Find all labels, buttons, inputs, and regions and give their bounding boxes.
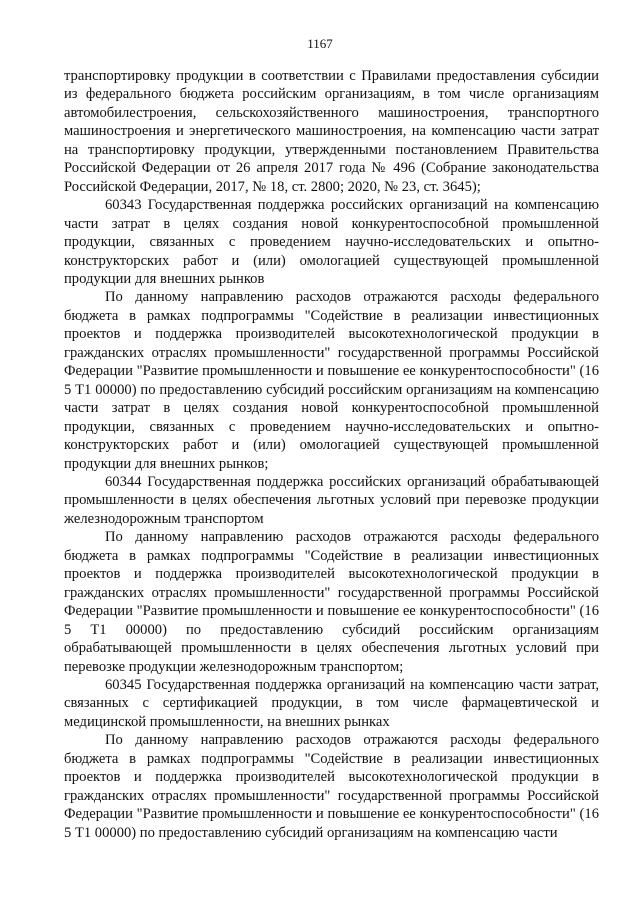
paragraph-description-60343: По данному направлению расходов отражаются расходы федерального бюджета в рамках подпрограммы "Содействие в реализации инвестиционных проектов и поддержка производителей высокотехнологической продукции в гражданских отраслях промышленности" государственной программы Российской Федерации "Развитие промышленности и повышение ее конкурентоспособности" (16 5 Т1 00000) по предоставлению субсидий российским организациям на компенсацию части затрат в целях создания новой конкурентоспособной промышленной продукции, связанных с проведением научно-исследовательских и опытно-конструкторских работ и (или) омологацией существующей промышленной продукции для внешних рынков; [64, 289, 599, 472]
page-number: 1167 [307, 36, 333, 51]
document-body [64, 67, 599, 842]
paragraph-code-60344: 60344 Государственная поддержка российских организаций обрабатывающей промышленности в целях обеспечения льготных условий при перевозке продукции железнодорожным транспортом [64, 473, 599, 527]
paragraph-code-60343: 60343 Государственная поддержка российских организаций на компенсацию части затрат в целях создания новой конкурентоспособной промышленной продукции, связанных с проведением научно-исследовательских и опытно-конструкторских работ и (или) омологацией существующей промышленной продукции для внешних рынков [64, 197, 599, 287]
paragraph-description-60345: По данному направлению расходов отражаются расходы федерального бюджета в рамках подпрограммы "Содействие в реализации инвестиционных проектов и поддержка производителей высокотехнологической продукции в гражданских отраслях промышленности" государственной программы Российской Федерации "Развитие промышленности и повышение ее конкурентоспособности" (16 5 Т1 00000) по предоставлению субсидий организациям на компенсацию части [64, 732, 599, 841]
paragraph-code-60345: 60345 Государственная поддержка организаций на компенсацию части затрат, связанных с сертификацией продукции, в том числе фармацевтической и медицинской промышленности, на внешних рынках [64, 676, 599, 730]
paragraph-continuation: транспортировку продукции в соответствии с Правилами предоставления субсидии из федерального бюджета российским организациям, в том числе организациям автомобилестроения, сельскохозяйственного машиностроения, транспортного машиностроения и энергетического машиностроения, на компенсацию части затрат на транспортировку продукции, утвержденными постановлением Правительства Российской Федерации от 26 апреля 2017 года № 496 (Собрание законодательства Российской Федерации, 2017, № 18, ст. 2800; 2020, № 23, ст. 3645); [64, 68, 599, 195]
paragraph-description-60344: По данному направлению расходов отражаются расходы федерального бюджета в рамках подпрограммы "Содействие в реализации инвестиционных проектов и поддержка производителей высокотехнологической продукции в гражданских отраслях промышленности" государственной программы Российской Федерации "Развитие промышленности и повышение ее конкурентоспособности" (16 5 Т1 00000) по предоставлению субсидий российским организациям обрабатывающей промышленности в целях обеспечения льготных условий при перевозке продукции железнодорожным транспортом; [64, 529, 599, 675]
